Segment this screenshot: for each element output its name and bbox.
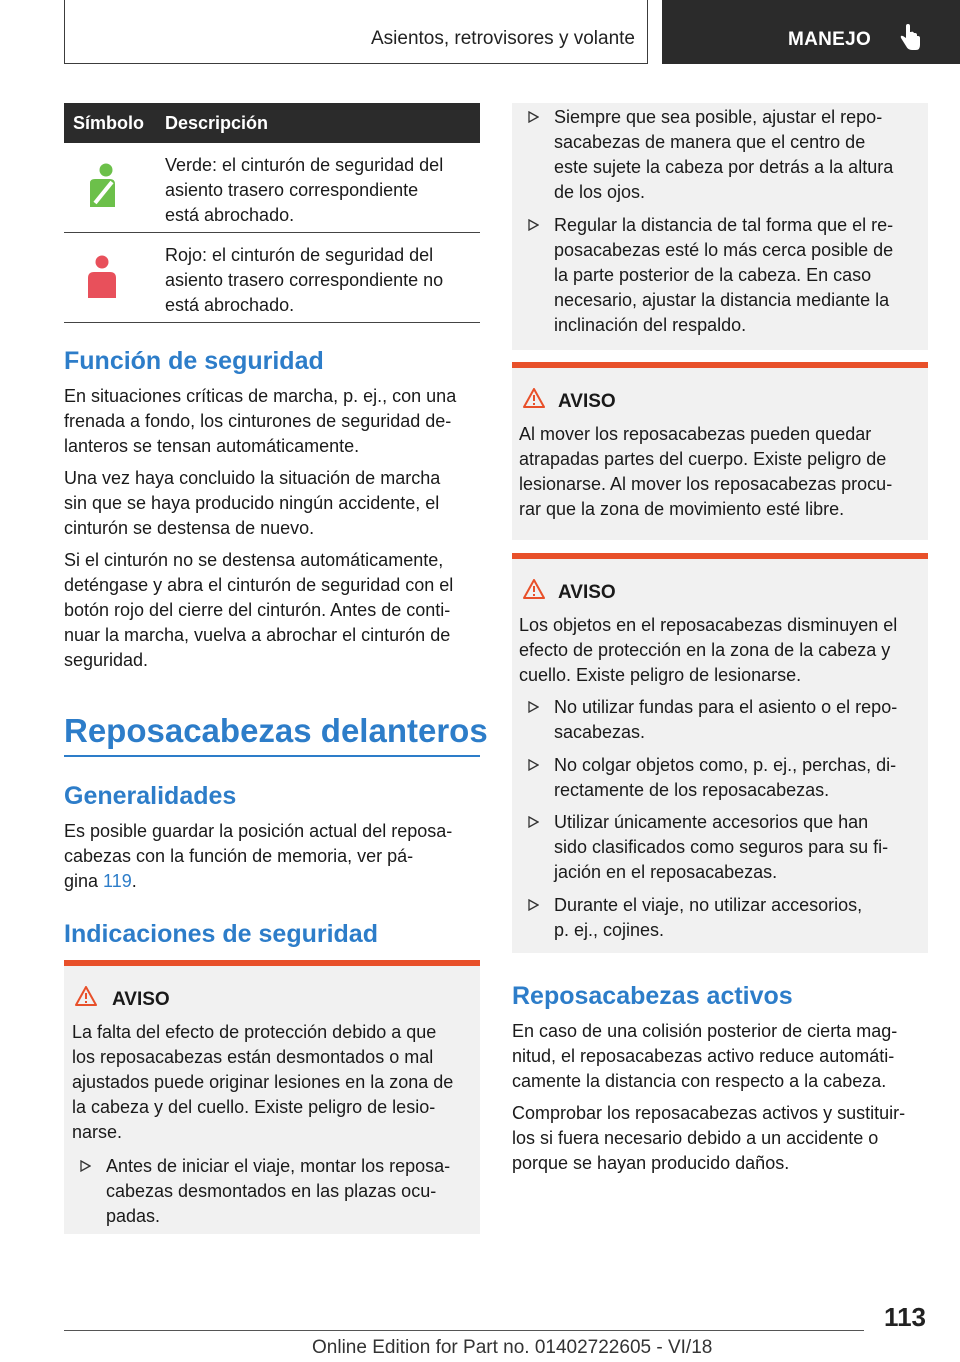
heading-generalidades: Generalidades xyxy=(64,782,237,810)
text-line: Siempre que sea posible, ajustar el repo- xyxy=(554,107,883,127)
warning-triangle-icon xyxy=(75,986,97,1006)
text-line: ajustados puede originar lesiones en la zona de xyxy=(72,1072,454,1092)
text-line: Antes de iniciar el viaje, montar los reposa- xyxy=(106,1156,451,1176)
text-line: No colgar objetos como, p. ej., perchas, di- xyxy=(554,755,897,775)
text-line: los reposacabezas están desmontados o mal xyxy=(72,1047,434,1067)
text-line: inclinación del respaldo. xyxy=(554,315,747,335)
paragraph xyxy=(64,548,480,673)
row-desc-green xyxy=(165,153,470,228)
text-line: frenada a fondo, los cinturones de seguridad de- xyxy=(64,411,452,431)
footer-divider xyxy=(64,1330,864,1331)
bullets-box xyxy=(512,103,928,350)
text-line: jación en el reposacabezas. xyxy=(554,862,778,882)
text-line: lesionarse. Al mover los reposacabezas procu- xyxy=(519,474,893,494)
text-line: cabezas con la función de memoria, ver pá- xyxy=(64,846,414,866)
warning-box-1 xyxy=(64,960,480,1234)
text-line: los si fuera necesario debido a un accidente o xyxy=(512,1128,879,1148)
paragraph xyxy=(64,466,480,541)
text-line: sido clasificados como seguros para su fi- xyxy=(554,837,889,857)
text-line: Durante el viaje, no utilizar accesorios, xyxy=(554,895,863,915)
bullet-triangle-icon xyxy=(528,759,539,771)
text-line: Utilizar únicamente accesorios que han xyxy=(554,812,869,832)
text-line: botón rojo del cierre del cinturón. Antes de conti- xyxy=(64,600,451,620)
table-header-description: Descripción xyxy=(165,113,269,133)
text-line: En caso de una colisión posterior de cierta mag- xyxy=(512,1021,898,1041)
row-desc-line: Rojo: el cinturón de seguridad del xyxy=(165,245,434,265)
text-line: deténgase y abra el cinturón de seguridad con el xyxy=(64,575,454,595)
text-line: padas. xyxy=(106,1206,161,1226)
bullet-triangle-icon xyxy=(528,111,539,123)
heading-indicaciones-seguridad: Indicaciones de seguridad xyxy=(64,920,378,948)
text-line: atrapadas partes del cuerpo. Existe peligro de xyxy=(519,449,887,469)
heading-funcion-seguridad: Función de seguridad xyxy=(64,347,324,375)
text-line: de los ojos. xyxy=(554,182,646,202)
text-line: cabezas desmontados en las plazas ocu- xyxy=(106,1181,437,1201)
paragraph xyxy=(512,1101,932,1176)
header-section-box xyxy=(64,0,648,64)
text-line: Los objetos en el reposacabezas disminuyen el xyxy=(519,615,898,635)
bullet-item xyxy=(80,1154,475,1229)
text-line: sacabezas de manera que el centro de xyxy=(554,132,866,152)
text-line: necesario, ajustar la distancia mediante la xyxy=(554,290,890,310)
paragraph xyxy=(64,819,480,894)
text-line: camente la distancia con respecto a la cabeza. xyxy=(512,1071,887,1091)
symbol-table xyxy=(64,103,480,323)
text-line: Al mover los reposacabezas pueden quedar xyxy=(519,424,872,444)
warning-label: AVISO xyxy=(558,391,616,412)
text-line: Una vez haya concluido la situación de marcha xyxy=(64,468,441,488)
text-line: efecto de protección en la zona de la cabeza y xyxy=(519,640,891,660)
bullet-triangle-icon xyxy=(528,816,539,828)
bullet-item xyxy=(528,105,923,205)
text-line: Si el cinturón no se destensa automáticamente, xyxy=(64,550,444,570)
warning-label: AVISO xyxy=(112,989,170,1010)
bullet-triangle-icon xyxy=(528,219,539,231)
text-line: la cabeza y del cuello. Existe peligro de lesio- xyxy=(72,1097,436,1117)
text-line: La falta del efecto de protección debido a que xyxy=(72,1022,437,1042)
text-line: p. ej., cojines. xyxy=(554,920,665,940)
text-line: rar que la zona de movimiento esté libre. xyxy=(519,499,845,519)
bullet-item xyxy=(528,213,923,338)
page-number: 113 xyxy=(884,1302,926,1332)
text-line: porque se hayan producido daños. xyxy=(512,1153,790,1173)
text-line: gina xyxy=(64,871,104,891)
row-desc-red xyxy=(165,243,470,318)
row-desc-line: está abrochado. xyxy=(165,205,295,225)
warning-triangle-icon xyxy=(523,579,545,599)
red-person-icon xyxy=(86,254,118,300)
text-line: posacabezas esté lo más cerca posible de xyxy=(554,240,894,260)
bullet-triangle-icon xyxy=(528,899,539,911)
text-line: nitud, el reposacabezas activo reduce automáti- xyxy=(512,1046,895,1066)
bullet-triangle-icon xyxy=(80,1160,91,1172)
funcion-paragraphs xyxy=(64,384,480,673)
table-row xyxy=(64,233,480,323)
text-line: lanteros se tensan automáticamente. xyxy=(64,436,360,456)
warning-triangle-icon xyxy=(523,388,545,408)
warning-bar xyxy=(64,960,480,966)
text-line: Comprobar los reposacabezas activos y sustituir- xyxy=(512,1103,906,1123)
text-line: narse. xyxy=(72,1122,123,1142)
header-chapter-label: MANEJO xyxy=(788,29,872,50)
row-desc-line: Verde: el cinturón de seguridad del xyxy=(165,155,444,175)
bullet-item xyxy=(528,893,923,943)
heading-underline xyxy=(64,755,480,757)
warning-bar xyxy=(512,362,928,368)
warning-box-2 xyxy=(512,362,928,540)
warning-text xyxy=(72,1020,472,1145)
text-line: la parte posterior de la cabeza. En caso xyxy=(554,265,872,285)
table-header xyxy=(64,103,480,143)
page-link-119[interactable]: 119 xyxy=(103,871,132,891)
bullet-triangle-icon xyxy=(528,701,539,713)
warning-text xyxy=(519,613,924,688)
bullet-item xyxy=(528,753,923,803)
activos-paragraphs xyxy=(512,1019,932,1176)
text-line: seguridad. xyxy=(64,650,149,670)
paragraph xyxy=(512,1019,932,1094)
warning-box-3 xyxy=(512,553,928,953)
warning-label: AVISO xyxy=(558,582,616,603)
text-line: sin que se haya producido ningún accidente, el xyxy=(64,493,440,513)
text-line: rectamente de los reposacabezas. xyxy=(554,780,830,800)
paragraph xyxy=(64,384,480,459)
row-desc-line: está abrochado. xyxy=(165,295,295,315)
text-line: En situaciones críticas de marcha, p. ej., con una xyxy=(64,386,457,406)
row-desc-line: asiento trasero correspondiente no xyxy=(165,270,444,290)
green-seatbelt-icon xyxy=(86,163,118,209)
text-line: cuello. Existe peligro de lesionarse. xyxy=(519,665,802,685)
warning-text xyxy=(519,422,924,522)
warning-bar xyxy=(512,553,928,559)
heading-reposacabezas-delanteros: Reposacabezas delanteros xyxy=(64,712,488,749)
generalidades-paragraph xyxy=(64,819,480,894)
text-line: Es posible guardar la posición actual del reposa- xyxy=(64,821,453,841)
table-header-symbol: Símbolo xyxy=(73,113,144,133)
text-line: No utilizar fundas para el asiento o el repo- xyxy=(554,697,898,717)
header-section-title: Asientos, retrovisores y volante xyxy=(370,28,635,49)
heading-reposacabezas-activos: Reposacabezas activos xyxy=(512,982,793,1010)
hand-pointer-icon xyxy=(898,24,922,52)
text-line: cinturón se destensa de nuevo. xyxy=(64,518,315,538)
text-line: este sujete la cabeza por detrás a la altura xyxy=(554,157,894,177)
text-line: . xyxy=(131,871,137,891)
header-chapter-tab[interactable] xyxy=(662,0,960,64)
table-row xyxy=(64,143,480,233)
text-line: nuar la marcha, vuelva a abrochar el cinturón de xyxy=(64,625,451,645)
bullet-item xyxy=(528,810,923,885)
text-line: sacabezas. xyxy=(554,722,646,742)
bullet-item xyxy=(528,695,923,745)
footer-edition: Online Edition for Part no. 01402722605 - VI/18 xyxy=(312,1337,713,1358)
row-desc-line: asiento trasero correspondiente xyxy=(165,180,419,200)
text-line: Regular la distancia de tal forma que el re- xyxy=(554,215,894,235)
